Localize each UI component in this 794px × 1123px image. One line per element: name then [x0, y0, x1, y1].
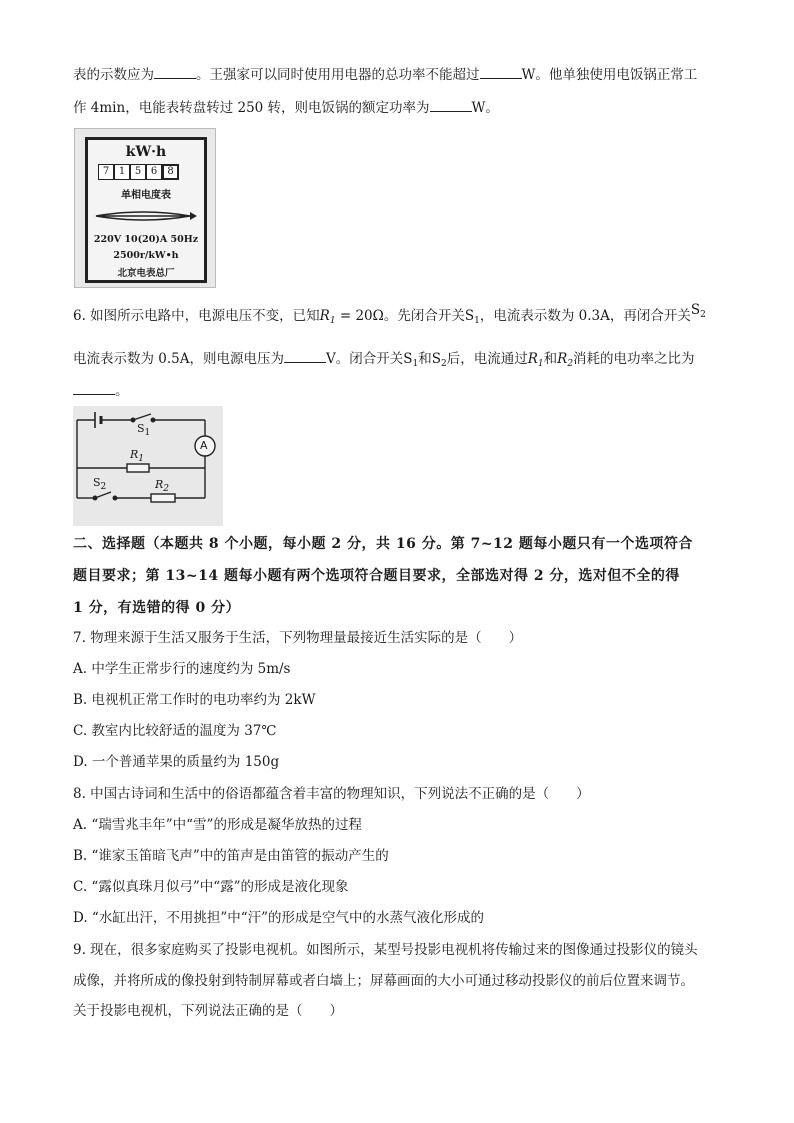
q5-line2	[73, 97, 723, 119]
answer-blank	[154, 64, 196, 79]
meter-digit-decimal: 8	[162, 164, 179, 180]
s2-subscript: 2	[441, 359, 447, 369]
q7-option-a: A. 中学生正常步行的速度约为 5m/s	[73, 661, 291, 677]
s2-symbol	[432, 351, 447, 367]
q6-text: 后，电流通过	[446, 351, 528, 367]
meter-unit: kW·h	[125, 144, 167, 160]
q6-line1	[73, 302, 723, 332]
q6-text: 。	[115, 383, 129, 399]
s1-letter: S	[403, 351, 413, 367]
q7-stem: 7. 物理来源于生活又服务于生活，下列物理量最接近生活实际的是（ ）	[73, 630, 523, 646]
q8-option-b: B. “谁家玉笛暗飞声”中的笛声是由笛管的振动产生的	[73, 848, 389, 864]
section-header-line2: 题目要求；第 13~14 题每小题有两个选项符合题目要求，全部选对得 2 分，选对但不全的得	[73, 568, 680, 584]
s2-letter: S	[431, 351, 441, 367]
r2-letter: R	[155, 478, 164, 491]
q5-text: 表的示数应为	[73, 67, 154, 83]
r2-symbol	[557, 351, 573, 367]
s2-symbol	[691, 302, 706, 318]
r2-subscript: 2	[567, 359, 574, 369]
r2-letter: R	[557, 351, 568, 367]
r1-symbol	[320, 308, 336, 324]
q5-text: 。王强家可以同时使用用电器的总功率不能超过	[196, 67, 480, 83]
r1-letter: R	[130, 448, 139, 461]
r2-subscript: 2	[163, 484, 170, 494]
q9-line1: 9. 现在，很多家庭购买了投影电视机。如图所示，某型号投影电视机将传输过来的图像通过投影仪的镜头	[73, 942, 698, 958]
q6-text: ，电流表示数为 0.3A，再闭合开关	[479, 308, 691, 324]
r1-subscript: 1	[138, 454, 145, 464]
q6-text: 和	[543, 351, 558, 367]
q5-text: W。	[471, 100, 499, 116]
s2-subscript: 2	[100, 482, 107, 492]
q6-text: 和	[418, 351, 432, 367]
meter-digit: 1	[114, 164, 130, 180]
q6-text: 6. 如图所示电路中，电源电压不变，已知	[73, 308, 320, 324]
section-header-line3: 1 分，有选错的得 0 分）	[73, 600, 241, 616]
r1-subscript: 1	[537, 359, 544, 369]
meter-frame	[85, 137, 207, 283]
s1-letter: S	[137, 422, 145, 435]
s1-letter: S	[464, 308, 475, 324]
meter-rating: 220V 10(20)A 50Hz	[93, 234, 199, 245]
q6-text: 消耗的电功率之比为	[573, 351, 695, 367]
meter-manufacturer: 北京电表总厂	[117, 268, 175, 279]
electric-meter-figure	[74, 128, 216, 288]
q9-line3: 关于投影电视机，下列说法正确的是（ ）	[73, 1003, 343, 1019]
q8-stem: 8. 中国古诗词和生活中的俗语都蕴含着丰富的物理知识，下列说法不正确的是（ ）	[73, 786, 590, 802]
s2-label	[93, 476, 106, 492]
s1-symbol	[465, 308, 480, 324]
q8-option-c: C. “露似真珠月似弓”中“露”的形成是液化现象	[73, 879, 349, 895]
r1-letter: R	[319, 308, 330, 324]
circuit-diagram	[73, 406, 223, 526]
q7-option-d: D. 一个普通苹果的质量约为 150g	[73, 754, 280, 770]
section-header-line1: 二、选择题（本题共 8 个小题，每小题 2 分，共 16 分。第 7~12 题每小题只有一个选项符合	[73, 536, 693, 552]
answer-blank	[284, 348, 326, 363]
q5-line1	[73, 64, 723, 86]
r1-value: = 20Ω	[335, 308, 384, 324]
q8-option-a: A. “瑞雪兆丰年”中“雪”的形成是凝华放热的过程	[73, 817, 362, 833]
answer-blank	[430, 97, 472, 112]
r1-label	[130, 448, 144, 464]
q6-text: V。闭合开关	[326, 351, 404, 367]
q5-text: W。他单独使用电饭锅正常工	[521, 67, 698, 83]
q5-text: 作 4min，电能表转盘转过 250 转，则电饭锅的额定功率为	[73, 100, 430, 116]
meter-name: 单相电度表	[121, 190, 171, 201]
s2-letter: S	[93, 476, 101, 489]
s2-letter: S	[690, 302, 701, 318]
meter-disk-arrow-icon	[94, 204, 198, 228]
meter-digits	[98, 164, 179, 179]
s2-subscript: 2	[700, 310, 706, 320]
q7-option-c: C. 教室内比较舒适的温度为 37℃	[73, 723, 277, 739]
meter-digit: 7	[98, 164, 114, 180]
ammeter-label: A	[200, 439, 208, 452]
q6-line2	[73, 348, 723, 375]
r1-subscript: 1	[329, 316, 336, 326]
r2-label	[155, 478, 169, 494]
r1-letter: R	[527, 351, 538, 367]
s1-symbol	[403, 351, 418, 367]
r1-symbol	[528, 351, 544, 367]
q9-line2: 成像，并将所成的像投射到特制屏幕或者白墙上；屏幕画面的大小可通过移动投影仪的前后位置来调节。	[73, 973, 694, 989]
s1-subscript: 1	[412, 359, 419, 369]
q8-option-d: D. “水缸出汗，不用挑担”中“汗”的形成是空气中的水蒸气液化形成的	[73, 910, 485, 926]
q6-text: 电流表示数为 0.5A，则电源电压为	[73, 351, 285, 367]
q6-text: 。先闭合开关	[383, 308, 465, 324]
q6-line3	[73, 380, 723, 402]
s1-subscript: 1	[144, 428, 151, 438]
answer-blank	[73, 380, 115, 395]
meter-constant: 2500r/kW•h	[113, 250, 179, 261]
q7-option-b: B. 电视机正常工作时的电功率约为 2kW	[73, 692, 316, 708]
s1-label	[137, 422, 150, 438]
meter-digit: 6	[146, 164, 162, 180]
s1-subscript: 1	[474, 316, 480, 326]
meter-digit: 5	[130, 164, 146, 180]
answer-blank	[480, 64, 522, 79]
